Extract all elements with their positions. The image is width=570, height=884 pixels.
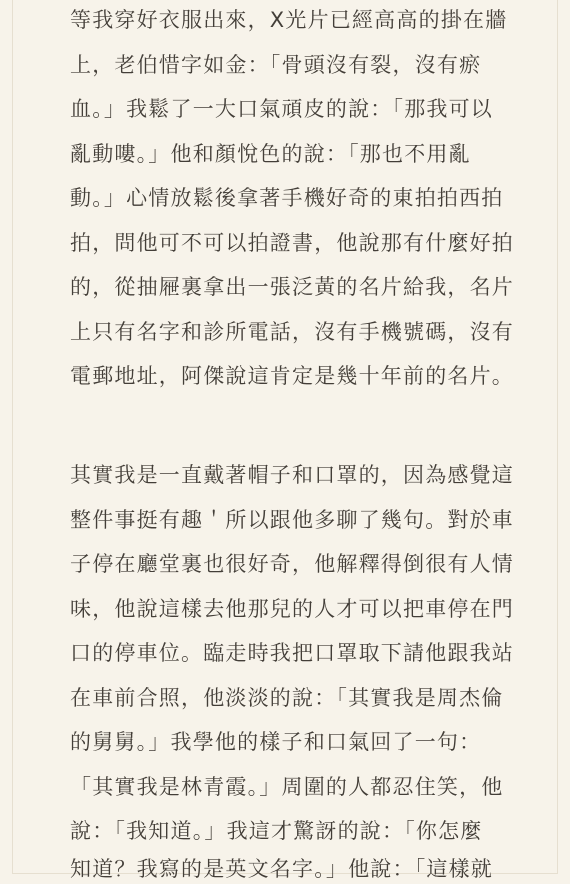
- text-line: 的，從抽屜裏拿出一張泛黃的名片給我，名片: [70, 275, 514, 299]
- text-line: 說：「我知道。」我這才驚訝的說：「你怎麼: [70, 819, 483, 843]
- text-line: 上，老伯惜字如金：「骨頭沒有裂，沒有瘀: [70, 53, 482, 77]
- text-line: 血。」我鬆了一大口氣頑皮的說：「那我可以: [70, 97, 493, 121]
- text-line: 「其實我是林青霞。」周圍的人都忍住笑，他: [70, 775, 504, 799]
- text-line: 味，他說這樣去他那兒的人才可以把車停在門: [70, 597, 514, 621]
- text-line: 在車前合照，他淡淡的說：「其實我是周杰倫: [70, 686, 504, 710]
- text-line: 亂動嘍。」他和顏悅色的說：「那也不用亂: [70, 142, 471, 166]
- text-line: 拍，問他可不可以拍證書，他說那有什麼好拍: [70, 231, 514, 255]
- text-line: 等我穿好衣服出來，X光片已經高高的掛在牆: [70, 8, 508, 32]
- text-line: 電郵地址，阿傑說這肯定是幾十年前的名片。: [70, 364, 514, 388]
- text-line: 整件事挺有趣＇所以跟他多聊了幾句。對於車: [70, 508, 514, 532]
- text-line: 上只有名字和診所電話，沒有手機號碼，沒有: [70, 320, 514, 344]
- text-line: 動。」心情放鬆後拿著手機好奇的東拍拍西拍: [70, 186, 504, 210]
- text-line: 其實我是一直戴著帽子和口罩的，因為感覺這: [70, 463, 514, 487]
- text-line: 子停在廳堂裏也很好奇，他解釋得倒很有人情: [70, 552, 514, 576]
- text-line: 知道？我寫的是英文名字。」他說：「這樣就: [70, 857, 493, 881]
- text-line: 口的停車位。臨走時我把口罩取下請他跟我站: [70, 641, 514, 665]
- text-line: 的舅舅。」我學他的樣子和口氣回了一句：: [70, 730, 482, 754]
